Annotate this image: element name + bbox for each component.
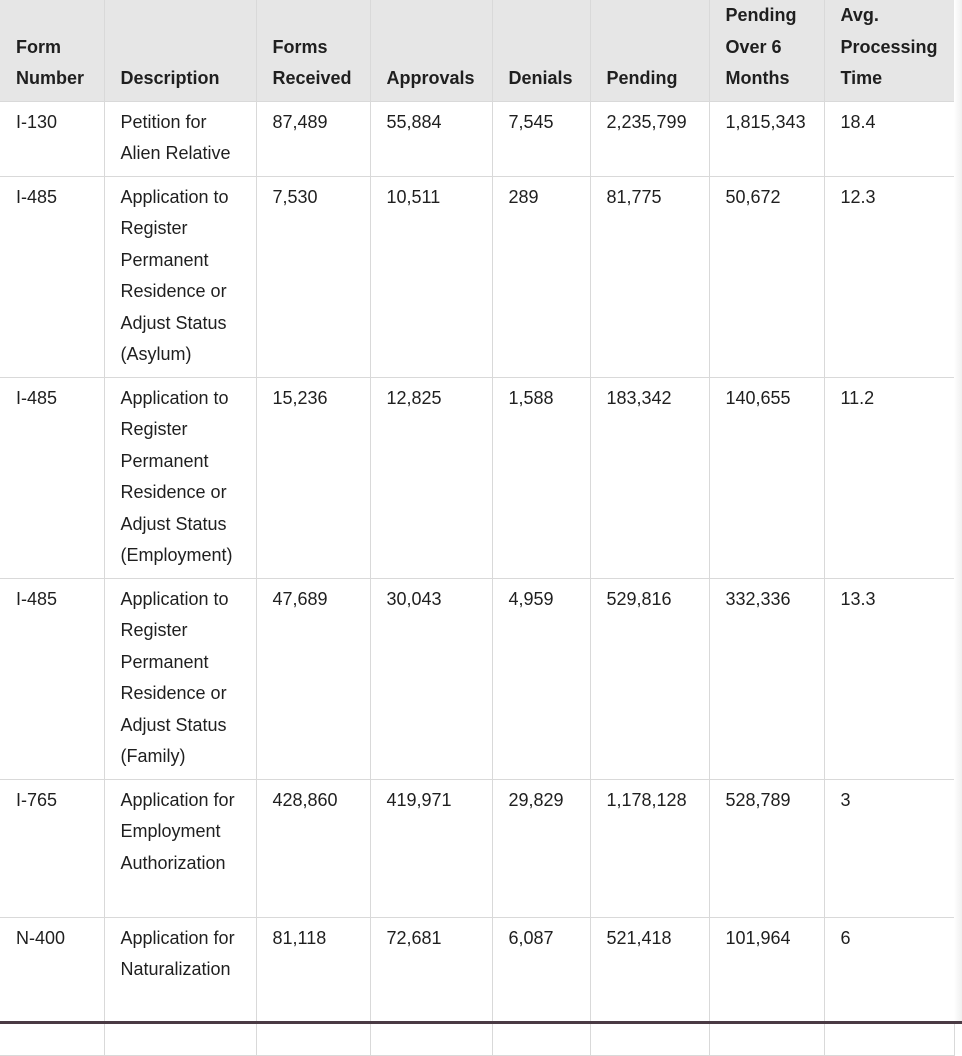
cell-forms-received: 428,860 <box>256 779 370 917</box>
header-label: Pending Over 6 Months <box>725 5 797 88</box>
table-row <box>0 176 954 377</box>
cell-approvals: 12,825 <box>370 377 492 578</box>
header-label: Denials <box>508 68 573 88</box>
cell-avg-processing-time: 11.2 <box>824 377 954 578</box>
cell-description: Application to Register Permanent Residence or Adjust Status (Asylum) <box>104 176 256 377</box>
cell-forms-received: 81,118 <box>256 917 370 1055</box>
header-label: Avg. Processing Time <box>840 5 938 88</box>
header-row <box>0 0 954 101</box>
cell-description: Application to Register Permanent Residence or Adjust Status (Family) <box>104 578 256 779</box>
cell-denials: 289 <box>492 176 590 377</box>
header-forms-received <box>256 0 370 101</box>
table-header <box>0 0 954 101</box>
cell-approvals: 72,681 <box>370 917 492 1055</box>
cell-form-number: N-400 <box>0 917 104 1055</box>
cell-pending: 529,816 <box>590 578 709 779</box>
table-row <box>0 917 954 1055</box>
page-edge-shadow <box>954 0 962 1024</box>
cell-form-number: I-485 <box>0 377 104 578</box>
cell-approvals: 55,884 <box>370 101 492 176</box>
cell-pending: 81,775 <box>590 176 709 377</box>
cell-pending: 1,178,128 <box>590 779 709 917</box>
cell-denials: 7,545 <box>492 101 590 176</box>
header-label: Approvals <box>386 68 475 88</box>
header-pending-over-6-months <box>709 0 824 101</box>
cell-approvals: 419,971 <box>370 779 492 917</box>
cell-denials: 29,829 <box>492 779 590 917</box>
header-denials <box>492 0 590 101</box>
header-approvals <box>370 0 492 101</box>
cell-form-number: I-485 <box>0 578 104 779</box>
table-row <box>0 779 954 917</box>
header-label: Form Number <box>16 36 85 88</box>
header-avg-processing-time <box>824 0 954 101</box>
cell-denials: 6,087 <box>492 917 590 1055</box>
cell-description: Application for Naturalization <box>104 917 256 1055</box>
cell-pending-over-6-months: 50,672 <box>709 176 824 377</box>
header-pending <box>590 0 709 101</box>
cell-pending-over-6-months: 528,789 <box>709 779 824 917</box>
cell-pending: 183,342 <box>590 377 709 578</box>
cell-pending: 521,418 <box>590 917 709 1055</box>
cell-forms-received: 15,236 <box>256 377 370 578</box>
cell-form-number: I-765 <box>0 779 104 917</box>
cell-form-number: I-130 <box>0 101 104 176</box>
cell-form-number: I-485 <box>0 176 104 377</box>
cell-forms-received: 47,689 <box>256 578 370 779</box>
cell-avg-processing-time: 12.3 <box>824 176 954 377</box>
cell-pending-over-6-months: 140,655 <box>709 377 824 578</box>
table-row <box>0 578 954 779</box>
cell-approvals: 30,043 <box>370 578 492 779</box>
header-label: Description <box>120 68 220 88</box>
cell-denials: 4,959 <box>492 578 590 779</box>
cell-avg-processing-time: 3 <box>824 779 954 917</box>
header-label: Forms Received <box>272 36 352 88</box>
cell-forms-received: 7,530 <box>256 176 370 377</box>
cell-description: Application to Register Permanent Residence or Adjust Status (Employment) <box>104 377 256 578</box>
header-description <box>104 0 256 101</box>
header-form-number <box>0 0 104 101</box>
cell-avg-processing-time: 6 <box>824 917 954 1055</box>
table-row <box>0 101 954 176</box>
cell-description: Petition for Alien Relative <box>104 101 256 176</box>
cell-avg-processing-time: 13.3 <box>824 578 954 779</box>
cell-avg-processing-time: 18.4 <box>824 101 954 176</box>
header-label: Pending <box>606 68 678 88</box>
table-row <box>0 377 954 578</box>
cell-approvals: 10,511 <box>370 176 492 377</box>
cell-denials: 1,588 <box>492 377 590 578</box>
cell-description: Application for Employment Authorization <box>104 779 256 917</box>
cell-pending-over-6-months: 101,964 <box>709 917 824 1055</box>
cell-pending-over-6-months: 332,336 <box>709 578 824 779</box>
cell-pending: 2,235,799 <box>590 101 709 176</box>
cell-forms-received: 87,489 <box>256 101 370 176</box>
table-body <box>0 101 954 1055</box>
cell-pending-over-6-months: 1,815,343 <box>709 101 824 176</box>
